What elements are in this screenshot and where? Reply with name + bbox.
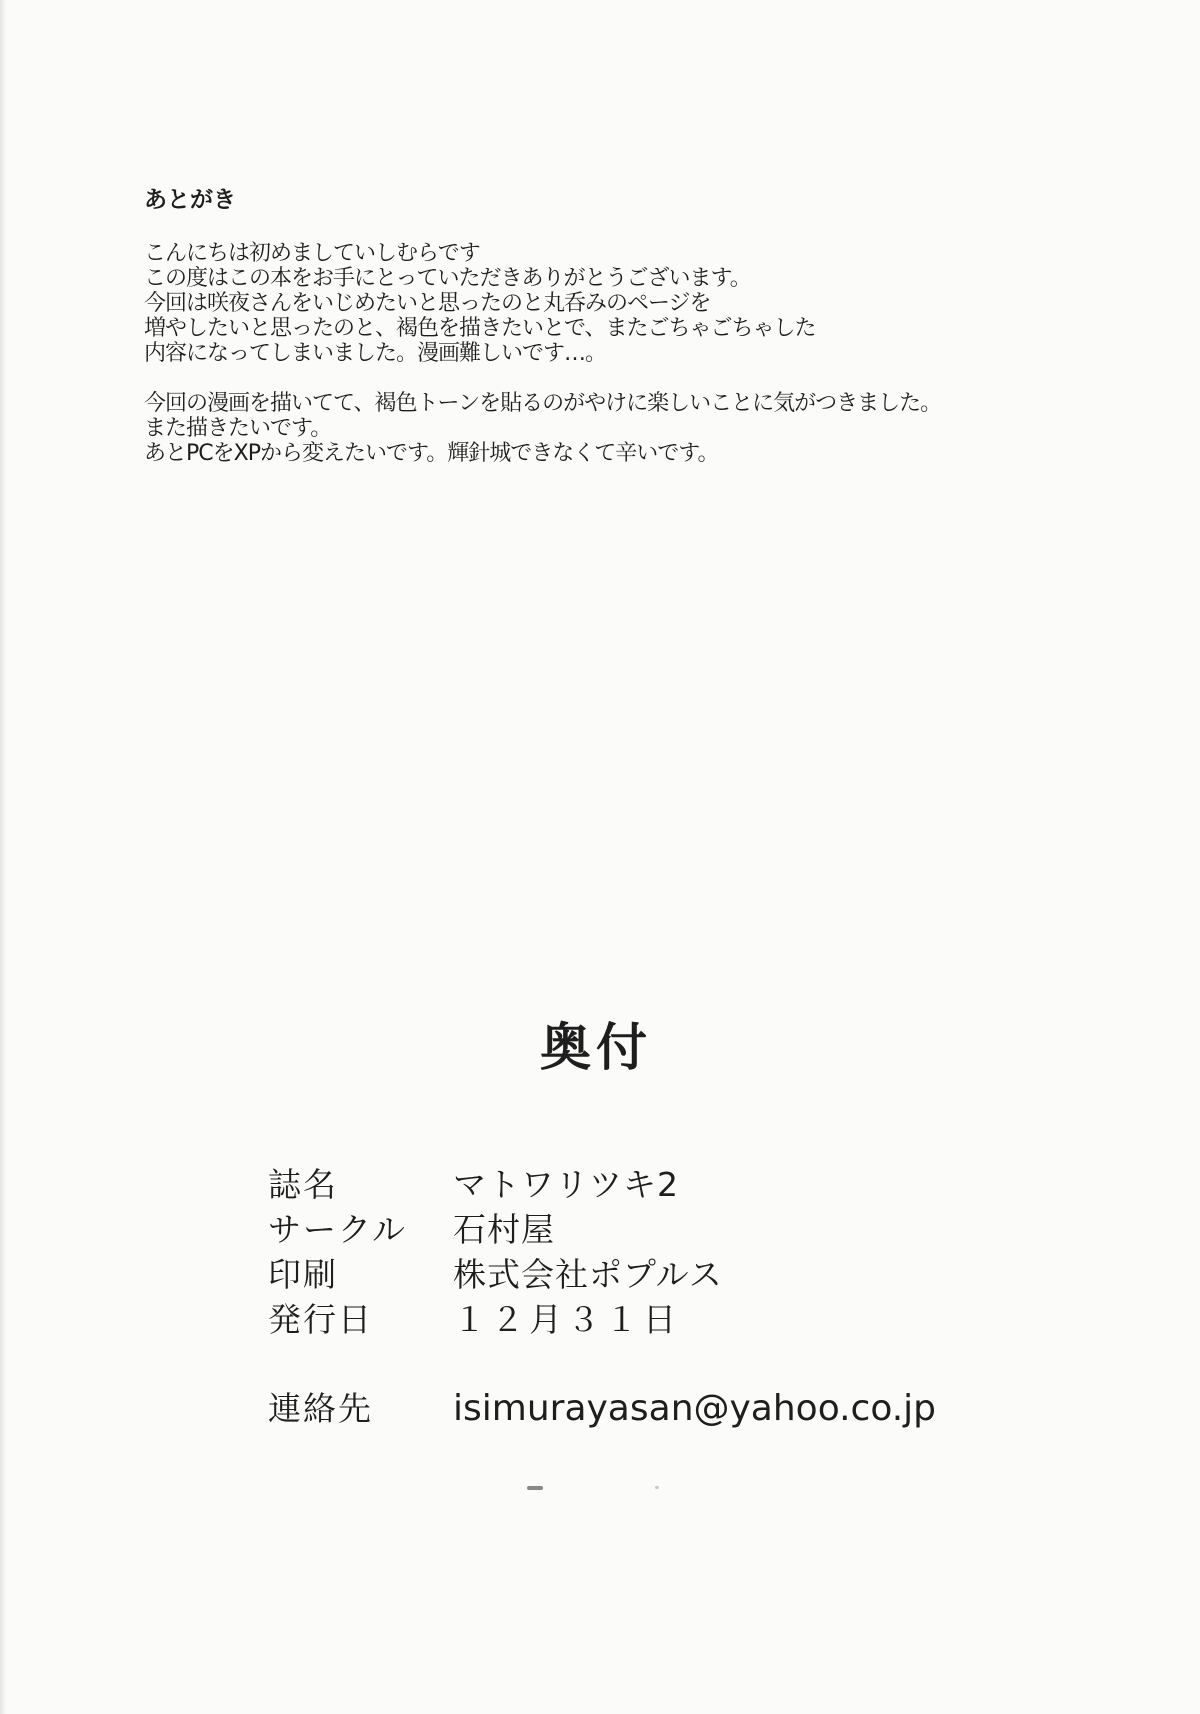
afterword-line: 内容になってしまいました。漫画難しいです…。 [144,341,607,366]
colophon-row-circle [268,1207,936,1252]
afterword-line: この度はこの本をお手にとっていただきありがとうございます。 [144,266,751,291]
colophon-row-contact [268,1386,936,1431]
colophon-title: 奥付 [539,1019,652,1078]
colophon-label: 誌名 [268,1165,338,1204]
scan-artifact-dot [655,1486,659,1489]
colophon-value-contact-email: isimurayasan@yahoo.co.jp [453,1388,937,1429]
afterword-line: こんにちは初めましていしむらです [144,241,480,266]
afterword-paragraph-2 [144,391,1104,466]
afterword-line: 増やしたいと思ったのと、褐色を描きたいとで、またごちゃごちゃした [144,316,816,341]
colophon-row-title [268,1162,936,1207]
colophon-row-publish-date [268,1297,936,1342]
colophon-label: 発行日 [268,1300,373,1339]
colophon-section [268,1162,936,1431]
afterword-line: あとPCをXPから変えたいです。輝針城できなくて辛いです。 [144,441,719,466]
colophon-value-circle: 石村屋 [453,1210,555,1249]
colophon-label: サークル [268,1210,408,1249]
afterword-paragraph-1 [144,241,1104,366]
colophon-value-book-title: マトワリツキ2 [453,1165,679,1204]
scan-edge-shading [0,0,6,1714]
afterword-section [144,188,1104,491]
afterword-heading: あとがき [144,187,236,213]
colophon-row-printer [268,1252,936,1297]
afterword-line: また描きたいです。 [144,416,332,441]
colophon-label: 連絡先 [268,1389,373,1428]
afterword-line: 今回は咲夜さんをいじめたいと思ったのと丸呑みのページを [144,291,711,316]
afterword-line: 今回の漫画を描いてて、褐色トーンを貼るのがやけに楽しいことに気がつきました。 [144,391,942,416]
colophon-value-publish-date: １２月３１日 [453,1300,681,1339]
colophon-label: 印刷 [268,1255,338,1294]
colophon-value-printer: 株式会社ポプルス [453,1255,723,1294]
scan-artifact-dash [527,1486,543,1490]
